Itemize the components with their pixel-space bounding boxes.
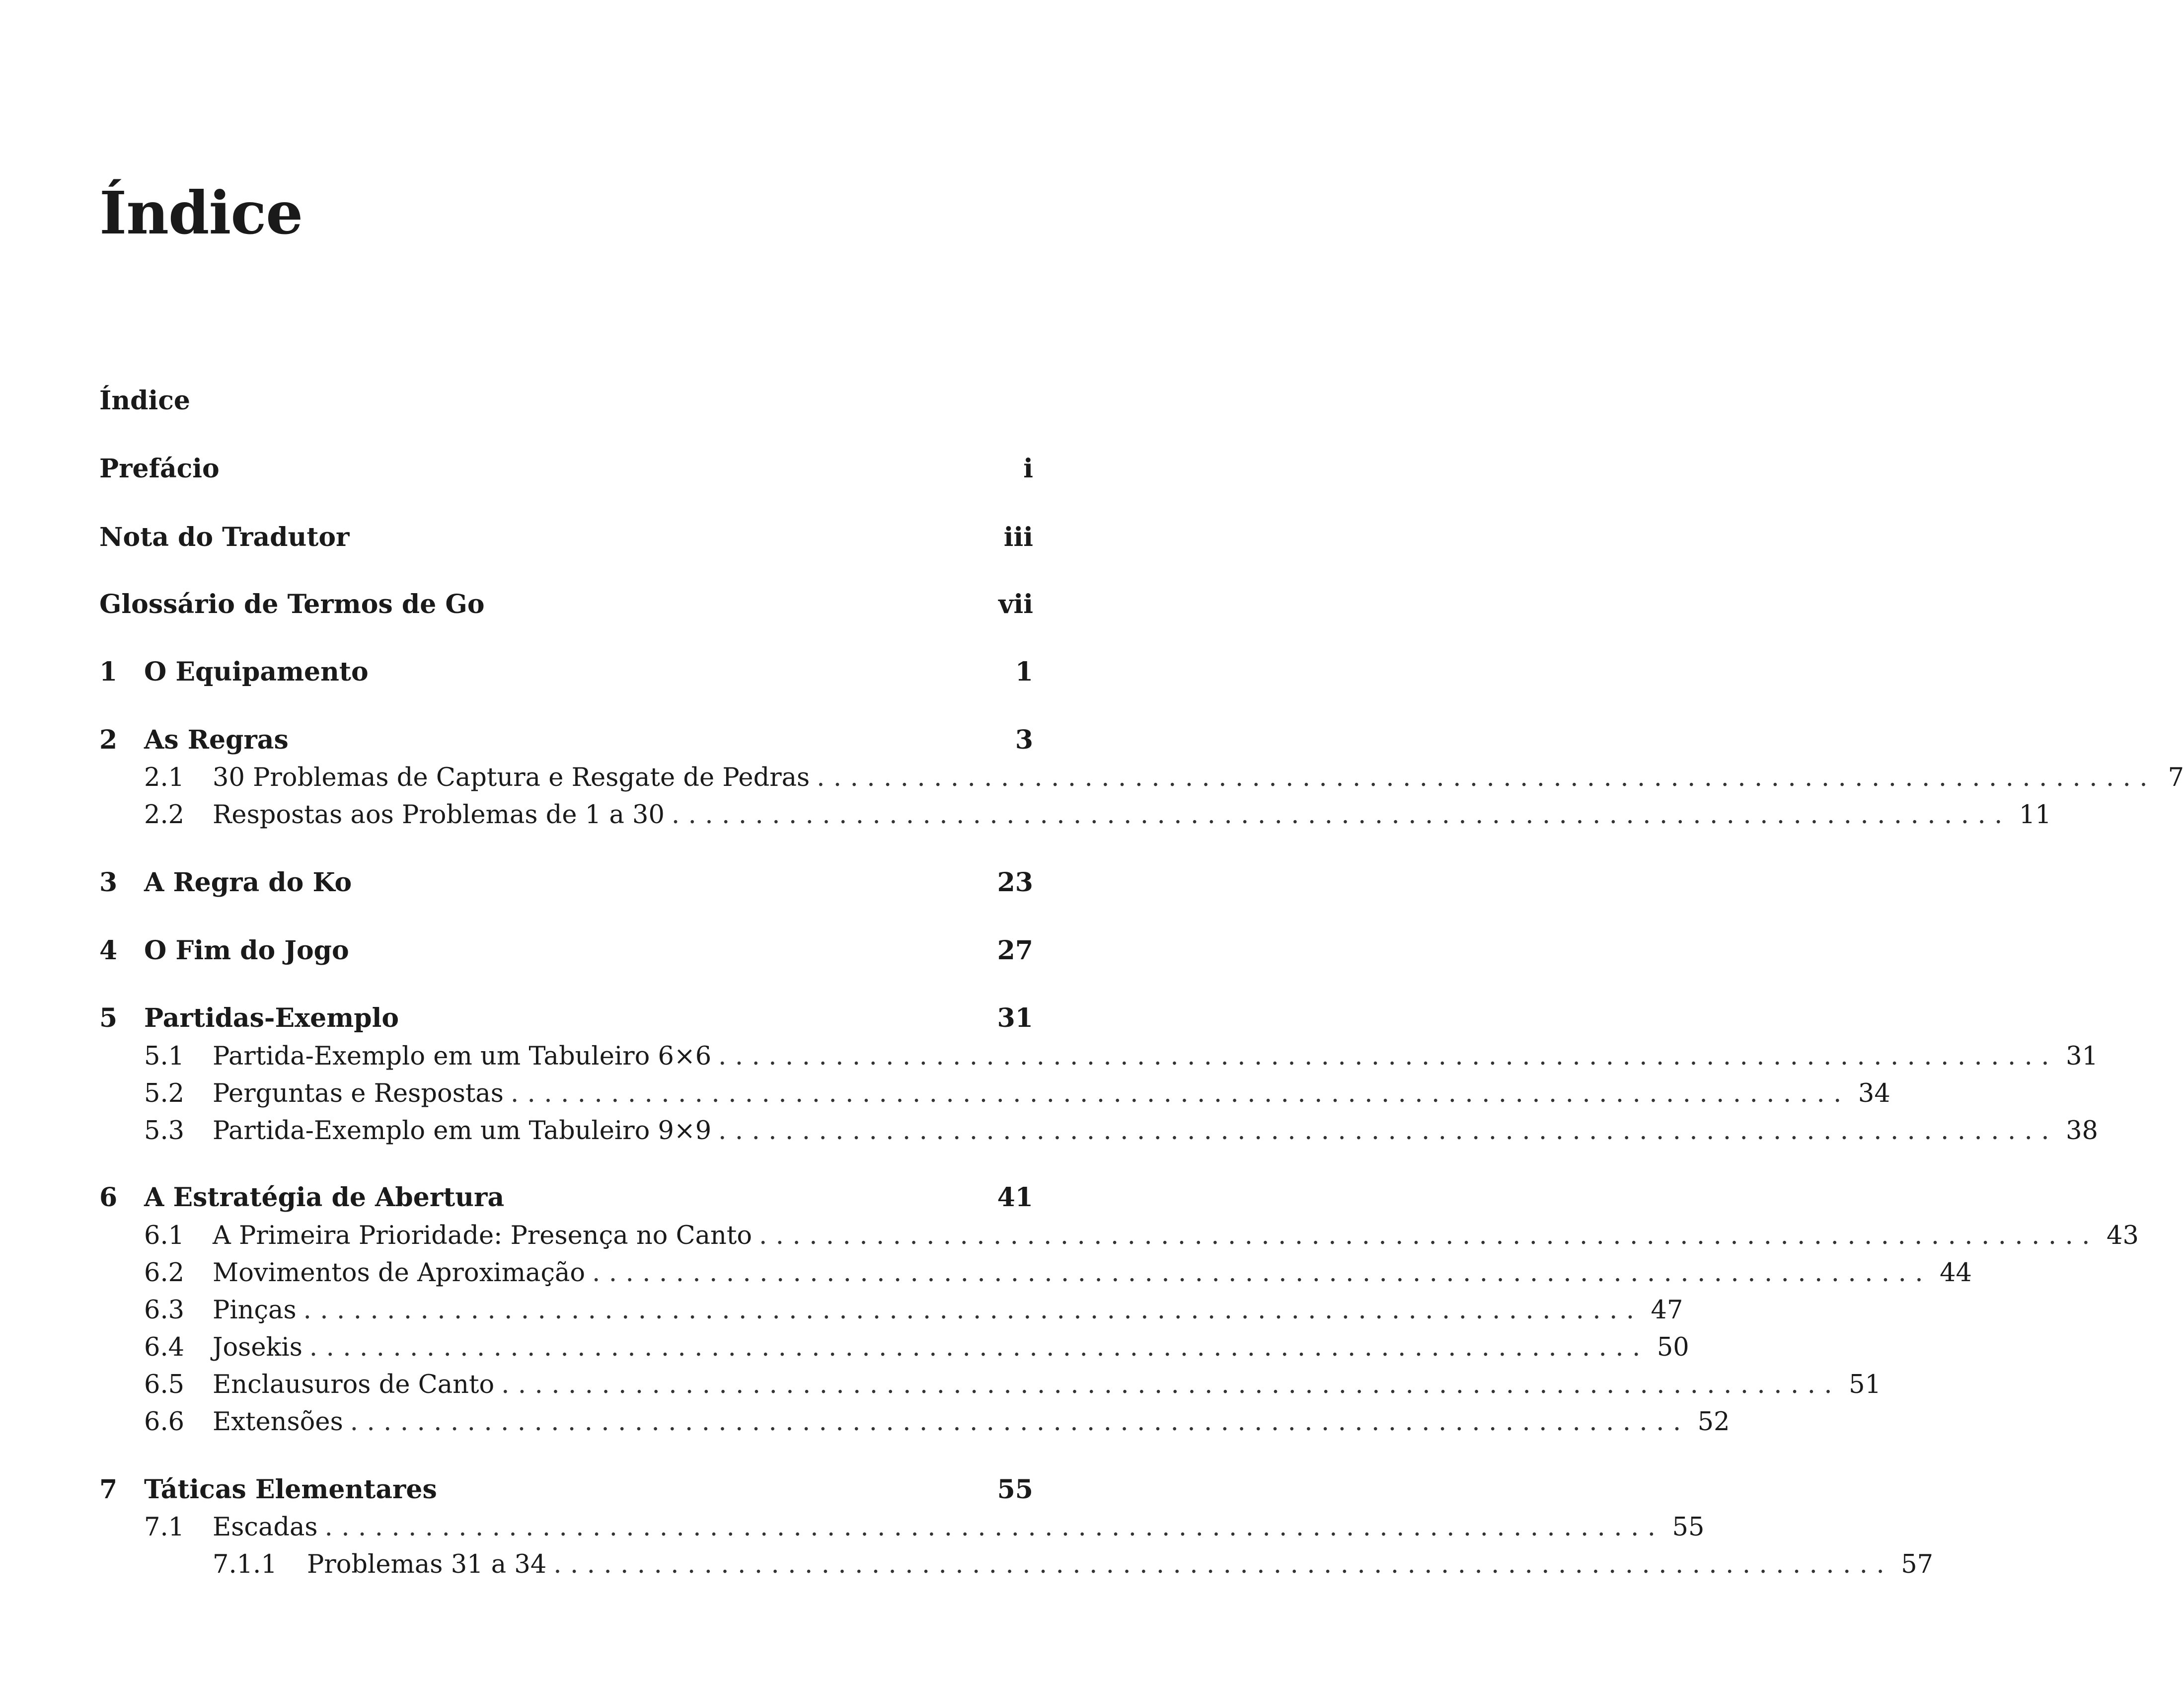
toc-section-title: Pinças [213, 1295, 297, 1325]
dot-leader: ................................................................................ [324, 1512, 1664, 1542]
toc-chapter-title: A Regra do Ko [144, 867, 352, 898]
dot-leader: ................................................................................ [309, 1332, 1649, 1362]
toc-subsection-page: 57 [1901, 1549, 1934, 1579]
toc-entry-glossario[interactable] [99, 586, 1033, 622]
toc-entry-page: i [1023, 453, 1033, 484]
toc-entry-prefacio[interactable] [99, 451, 1033, 486]
toc-chapter-page: 1 [1015, 656, 1033, 687]
toc-section-title: Respostas aos Problemas de 1 a 30 [213, 800, 665, 830]
toc-subsection-number: 7.1.1 [213, 1549, 277, 1579]
toc-section-page: 47 [1651, 1295, 1683, 1325]
dot-leader: ................................................................................ [718, 1116, 2058, 1146]
toc-section-title: A Primeira Prioridade: Presença no Canto [213, 1221, 753, 1250]
toc-chapter-2[interactable] [99, 722, 1033, 758]
toc-chapter-number: 3 [99, 867, 118, 898]
toc-section-number: 6.1 [144, 1221, 185, 1250]
toc-section-page: 43 [2107, 1221, 2139, 1250]
toc-chapter-title: Táticas Elementares [144, 1474, 437, 1505]
toc-section-number: 6.6 [144, 1407, 185, 1437]
toc-section-6-3[interactable] [99, 1292, 1683, 1328]
dot-leader: ................................................................................ [501, 1370, 1841, 1399]
toc-section-title: Partida-Exemplo em um Tabuleiro 6×6 [213, 1041, 712, 1071]
dot-leader: ................................................................................ [592, 1258, 1932, 1288]
toc-section-page: 50 [1657, 1332, 1689, 1362]
dot-leader: ................................................................................ [553, 1549, 1893, 1579]
toc-section-7-1[interactable] [99, 1509, 1705, 1545]
toc-section-number: 2.2 [144, 800, 185, 830]
toc-section-number: 6.4 [144, 1332, 185, 1362]
dot-leader: ................................................................................ [510, 1078, 1850, 1108]
toc-entry-title: Prefácio [99, 453, 220, 484]
toc-entry-title: Glossário de Termos de Go [99, 589, 485, 619]
toc-section-page: 31 [2066, 1041, 2098, 1071]
toc-entry-indice[interactable] [99, 383, 1033, 418]
toc-chapter-title: A Estratégia de Abertura [144, 1182, 505, 1213]
toc-chapter-page: 31 [997, 1002, 1033, 1033]
toc-entry-nota-do-tradutor[interactable] [99, 519, 1033, 555]
toc-section-6-2[interactable] [99, 1255, 1972, 1291]
toc-section-2-2[interactable] [99, 797, 2051, 833]
toc-section-number: 2.1 [144, 763, 185, 792]
toc-section-6-1[interactable] [99, 1218, 2139, 1253]
toc-section-number: 6.3 [144, 1295, 185, 1325]
dot-leader: ................................................................................ [759, 1221, 2099, 1250]
toc-chapter-3[interactable] [99, 864, 1033, 900]
toc-entry-title: Índice [99, 385, 190, 416]
toc-section-number: 5.1 [144, 1041, 185, 1071]
toc-chapter-page: 41 [997, 1182, 1033, 1213]
toc-chapter-4[interactable] [99, 932, 1033, 968]
toc-entry-page: vii [998, 589, 1033, 619]
toc-chapter-number: 4 [99, 935, 118, 966]
toc-section-5-2[interactable] [99, 1075, 1890, 1111]
toc-chapter-number: 2 [99, 724, 118, 755]
toc-chapter-title: Partidas-Exemplo [144, 1002, 399, 1033]
dot-leader: ................................................................................ [817, 763, 2157, 792]
toc-chapter-page: 55 [997, 1474, 1033, 1505]
toc-section-title: Perguntas e Respostas [213, 1078, 504, 1108]
toc-section-title: Extensões [213, 1407, 343, 1437]
toc-section-page: 52 [1697, 1407, 1730, 1437]
toc-chapter-title: O Fim do Jogo [144, 935, 349, 966]
toc-section-number: 5.2 [144, 1078, 185, 1108]
toc-section-number: 7.1 [144, 1512, 185, 1542]
toc-entry-page: iii [1003, 522, 1033, 552]
toc-subsection-7-1-1[interactable] [99, 1546, 1934, 1582]
toc-chapter-1[interactable] [99, 654, 1033, 690]
dot-leader: ................................................................................ [671, 800, 2011, 830]
toc-section-number: 6.2 [144, 1258, 185, 1288]
toc-section-title: Josekis [213, 1332, 302, 1362]
toc-chapter-title: As Regras [144, 724, 289, 755]
toc-chapter-title: O Equipamento [144, 656, 369, 687]
toc-section-page: 7 [2168, 763, 2184, 792]
toc-subsection-title: Problemas 31 a 34 [307, 1549, 547, 1579]
toc-chapter-number: 7 [99, 1474, 118, 1505]
toc-section-page: 51 [1849, 1370, 1882, 1399]
toc-section-title: 30 Problemas de Captura e Resgate de Pedras [213, 763, 810, 792]
toc-section-title: Enclausuros de Canto [213, 1370, 495, 1399]
toc-chapter-page: 23 [997, 867, 1033, 898]
toc-section-number: 5.3 [144, 1116, 185, 1146]
toc-entry-title: Nota do Tradutor [99, 522, 350, 552]
toc-chapter-page: 27 [997, 935, 1033, 966]
toc-section-title: Partida-Exemplo em um Tabuleiro 9×9 [213, 1116, 712, 1146]
toc-section-6-5[interactable] [99, 1367, 1882, 1402]
toc-chapter-page: 3 [1015, 724, 1033, 755]
toc-section-page: 44 [1940, 1258, 1972, 1288]
toc-section-2-1[interactable] [99, 760, 2184, 795]
page-title: Índice [99, 178, 303, 247]
toc-chapter-number: 6 [99, 1182, 118, 1213]
dot-leader: ................................................................................ [303, 1295, 1643, 1325]
toc-section-5-3[interactable] [99, 1113, 2098, 1149]
toc-section-page: 38 [2066, 1116, 2098, 1146]
toc-chapter-number: 5 [99, 1002, 118, 1033]
dot-leader: ................................................................................ [350, 1407, 1690, 1437]
toc-chapter-7[interactable] [99, 1471, 1033, 1507]
toc-section-title: Movimentos de Aproximação [213, 1258, 586, 1288]
toc-section-title: Escadas [213, 1512, 318, 1542]
toc-section-5-1[interactable] [99, 1038, 2098, 1074]
toc-section-page: 11 [2019, 800, 2051, 830]
toc-chapter-number: 1 [99, 656, 118, 687]
toc-section-page: 55 [1672, 1512, 1705, 1542]
toc-section-page: 34 [1858, 1078, 1890, 1108]
toc-chapter-6[interactable] [99, 1179, 1033, 1215]
toc-chapter-5[interactable] [99, 1000, 1033, 1036]
dot-leader: ................................................................................ [718, 1041, 2058, 1071]
document-page [99, 0, 2184, 1689]
toc-section-6-6[interactable] [99, 1404, 1730, 1440]
toc-section-6-4[interactable] [99, 1329, 1689, 1365]
toc-section-number: 6.5 [144, 1370, 185, 1399]
